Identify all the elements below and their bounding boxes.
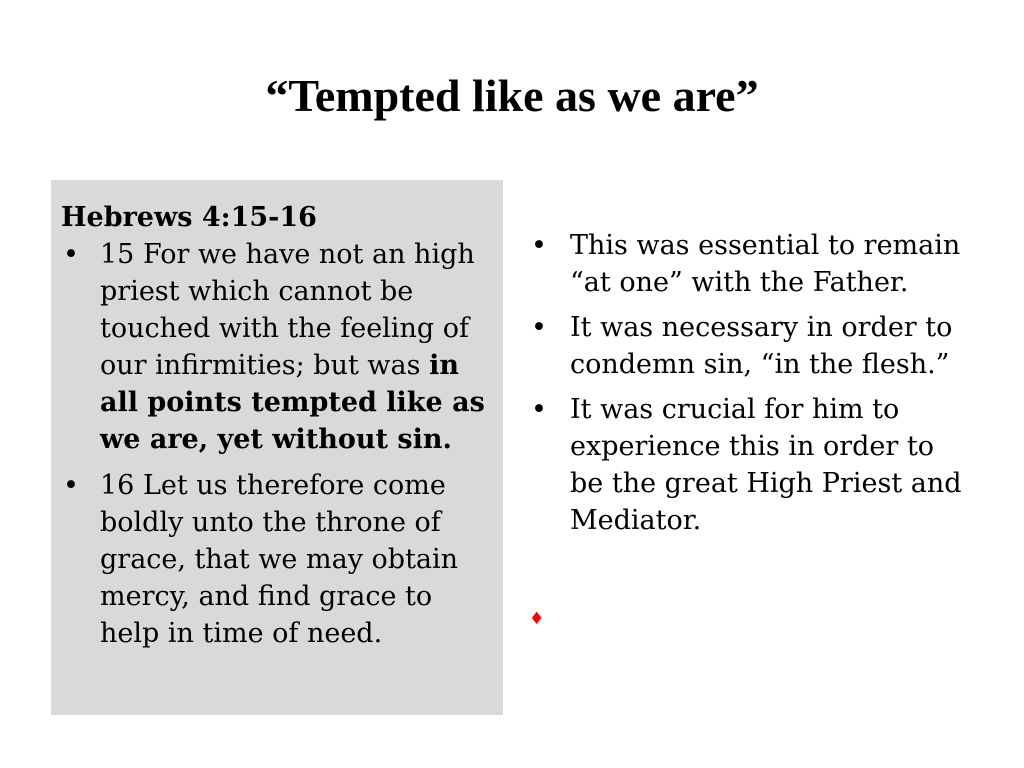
scripture-reference: Hebrews 4:15-16 bbox=[61, 202, 317, 233]
point-text: It was necessary in order to condemn sin, “in the flesh.” bbox=[570, 312, 953, 380]
verse-15-emphasis: in all points tempted like as we are, yet without sin. bbox=[100, 350, 485, 455]
verse-16-item bbox=[61, 467, 489, 652]
point-text: This was essential to remain “at one” with the Father. bbox=[570, 230, 961, 298]
bullet-icon: • bbox=[531, 312, 547, 343]
slide-title: “Tempted like as we are” bbox=[265, 70, 759, 121]
verse-16-text: 16 Let us therefore come boldly unto the throne of grace, that we may obtain mercy, and find grace to help in time of need. bbox=[100, 470, 459, 649]
bullet-icon: • bbox=[63, 470, 79, 501]
scripture-box bbox=[51, 180, 503, 715]
scripture-verse-list bbox=[61, 236, 489, 652]
points-list bbox=[529, 227, 969, 539]
bullet-icon: • bbox=[63, 239, 79, 270]
bullet-icon: • bbox=[531, 394, 547, 425]
points-column bbox=[529, 227, 969, 547]
point-item bbox=[529, 227, 969, 301]
verse-15-item bbox=[61, 236, 489, 458]
bullet-icon: • bbox=[531, 230, 547, 261]
point-item bbox=[529, 391, 969, 539]
diamond-bullet-icon: ♦ bbox=[529, 609, 545, 629]
verse-15-text: 15 For we have not an high priest which cannot be touched with the feeling of our infirmities; but was bbox=[100, 239, 475, 381]
point-text: It was crucial for him to experience this in order to be the great High Priest and Mediator. bbox=[570, 394, 962, 536]
point-item bbox=[529, 309, 969, 383]
